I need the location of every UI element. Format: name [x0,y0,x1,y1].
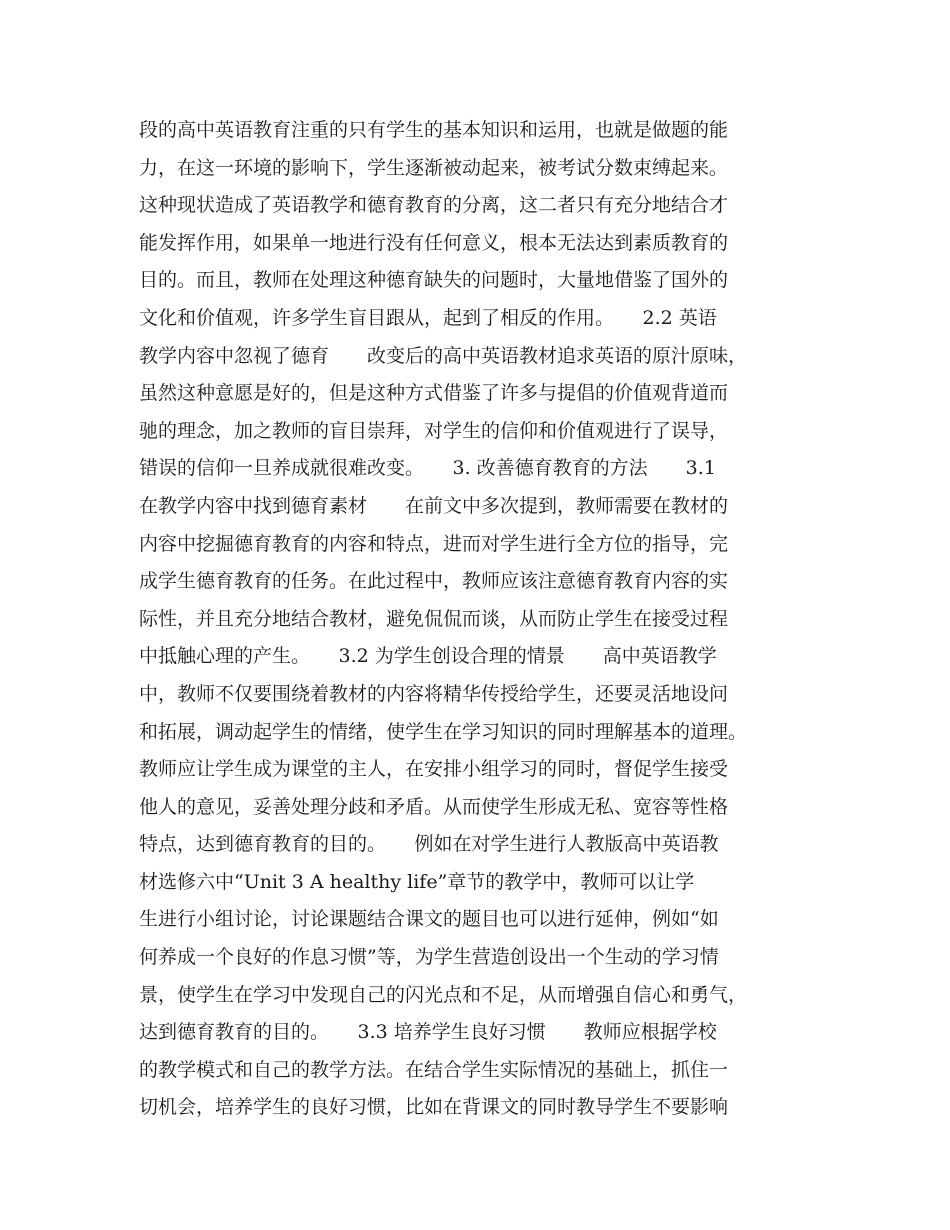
text-line: 切机会，培养学生的良好习惯，比如在背课文的同时教导学生不要影响 [139,1096,729,1119]
text-line: 段的高中英语教育注重的只有学生的基本知识和运用，也就是做题的能 [139,119,729,141]
text-line: 文化和价值观，许多学生盲目跟从，起到了相反的作用。 2.2 英语 [139,306,717,329]
text-line: 和拓展，调动起学生的情绪，使学生在学习知识的同时理解基本的道理。 [139,720,748,743]
text-line: 他人的意见，妥善处理分歧和矛盾。从而使学生形成无私、宽容等性格 [139,795,729,818]
text-line: 能发挥作用，如果单一地进行没有任何意义，根本无法达到素质教育的 [139,231,729,254]
text-line: 错误的信仰一旦养成就很难改变。 3. 改善德育教育的方法 3.1 [139,457,716,480]
text-line: 内容中挖掘德育教育的内容和特点，进而对学生进行全方位的指导，完 [139,532,729,555]
text-line: 目的。而且，教师在处理这种德育缺失的问题时，大量地借鉴了国外的 [139,269,729,292]
text-line: 景，使学生在学习中发现自己的闪光点和不足，从而增强自信心和勇气， [139,983,748,1006]
text-line: 中，教师不仅要围绕着教材的内容将精华传授给学生，还要灵活地设问 [139,682,729,705]
text-line: 特点，达到德育教育的目的。 例如在对学生进行人教版高中英语教 [139,833,719,856]
text-line: 在教学内容中找到德育素材 在前文中多次提到，教师需要在教材的 [139,494,729,517]
text-line: 的教学模式和自己的教学方法。在结合学生实际情况的基础上，抓住一 [139,1058,729,1081]
text-line: 材选修六中“Unit 3 A healthy life”章节的教学中，教师可以让学 [139,870,695,893]
text-line: 生进行小组讨论，讨论课题结合课文的题目也可以进行延伸，例如“如 [139,908,719,931]
body-text [139,112,819,1127]
text-line: 成学生德育教育的任务。在此过程中，教师应该注意德育教育内容的实 [139,570,729,593]
text-line: 中抵触心理的产生。 3.2 为学生创设合理的情景 高中英语教学 [139,645,717,668]
text-line: 教学内容中忽视了德育 改变后的高中英语教材追求英语的原汁原味， [139,344,748,367]
text-line: 何养成一个良好的作息习惯”等，为学生营造创设出一个生动的学习情 [139,946,719,969]
text-line: 这种现状造成了英语教学和德育教育的分离，这二者只有充分地结合才 [139,194,729,217]
text-line: 教师应让学生成为课堂的主人，在安排小组学习的同时，督促学生接受 [139,758,729,781]
text-line: 力，在这一环境的影响下，学生逐渐被动起来，被考试分数束缚起来。 [139,156,729,179]
text-line: 达到德育教育的目的。 3.3 培养学生良好习惯 教师应根据学校 [139,1021,717,1044]
text-line: 驰的理念，加之教师的盲目崇拜，对学生的信仰和价值观进行了误导， [139,419,729,442]
text-line: 际性，并且充分地结合教材，避免侃侃而谈，从而防止学生在接受过程 [139,607,729,630]
text-line: 虽然这种意愿是好的，但是这种方式借鉴了许多与提倡的价值观背道而 [139,382,729,405]
